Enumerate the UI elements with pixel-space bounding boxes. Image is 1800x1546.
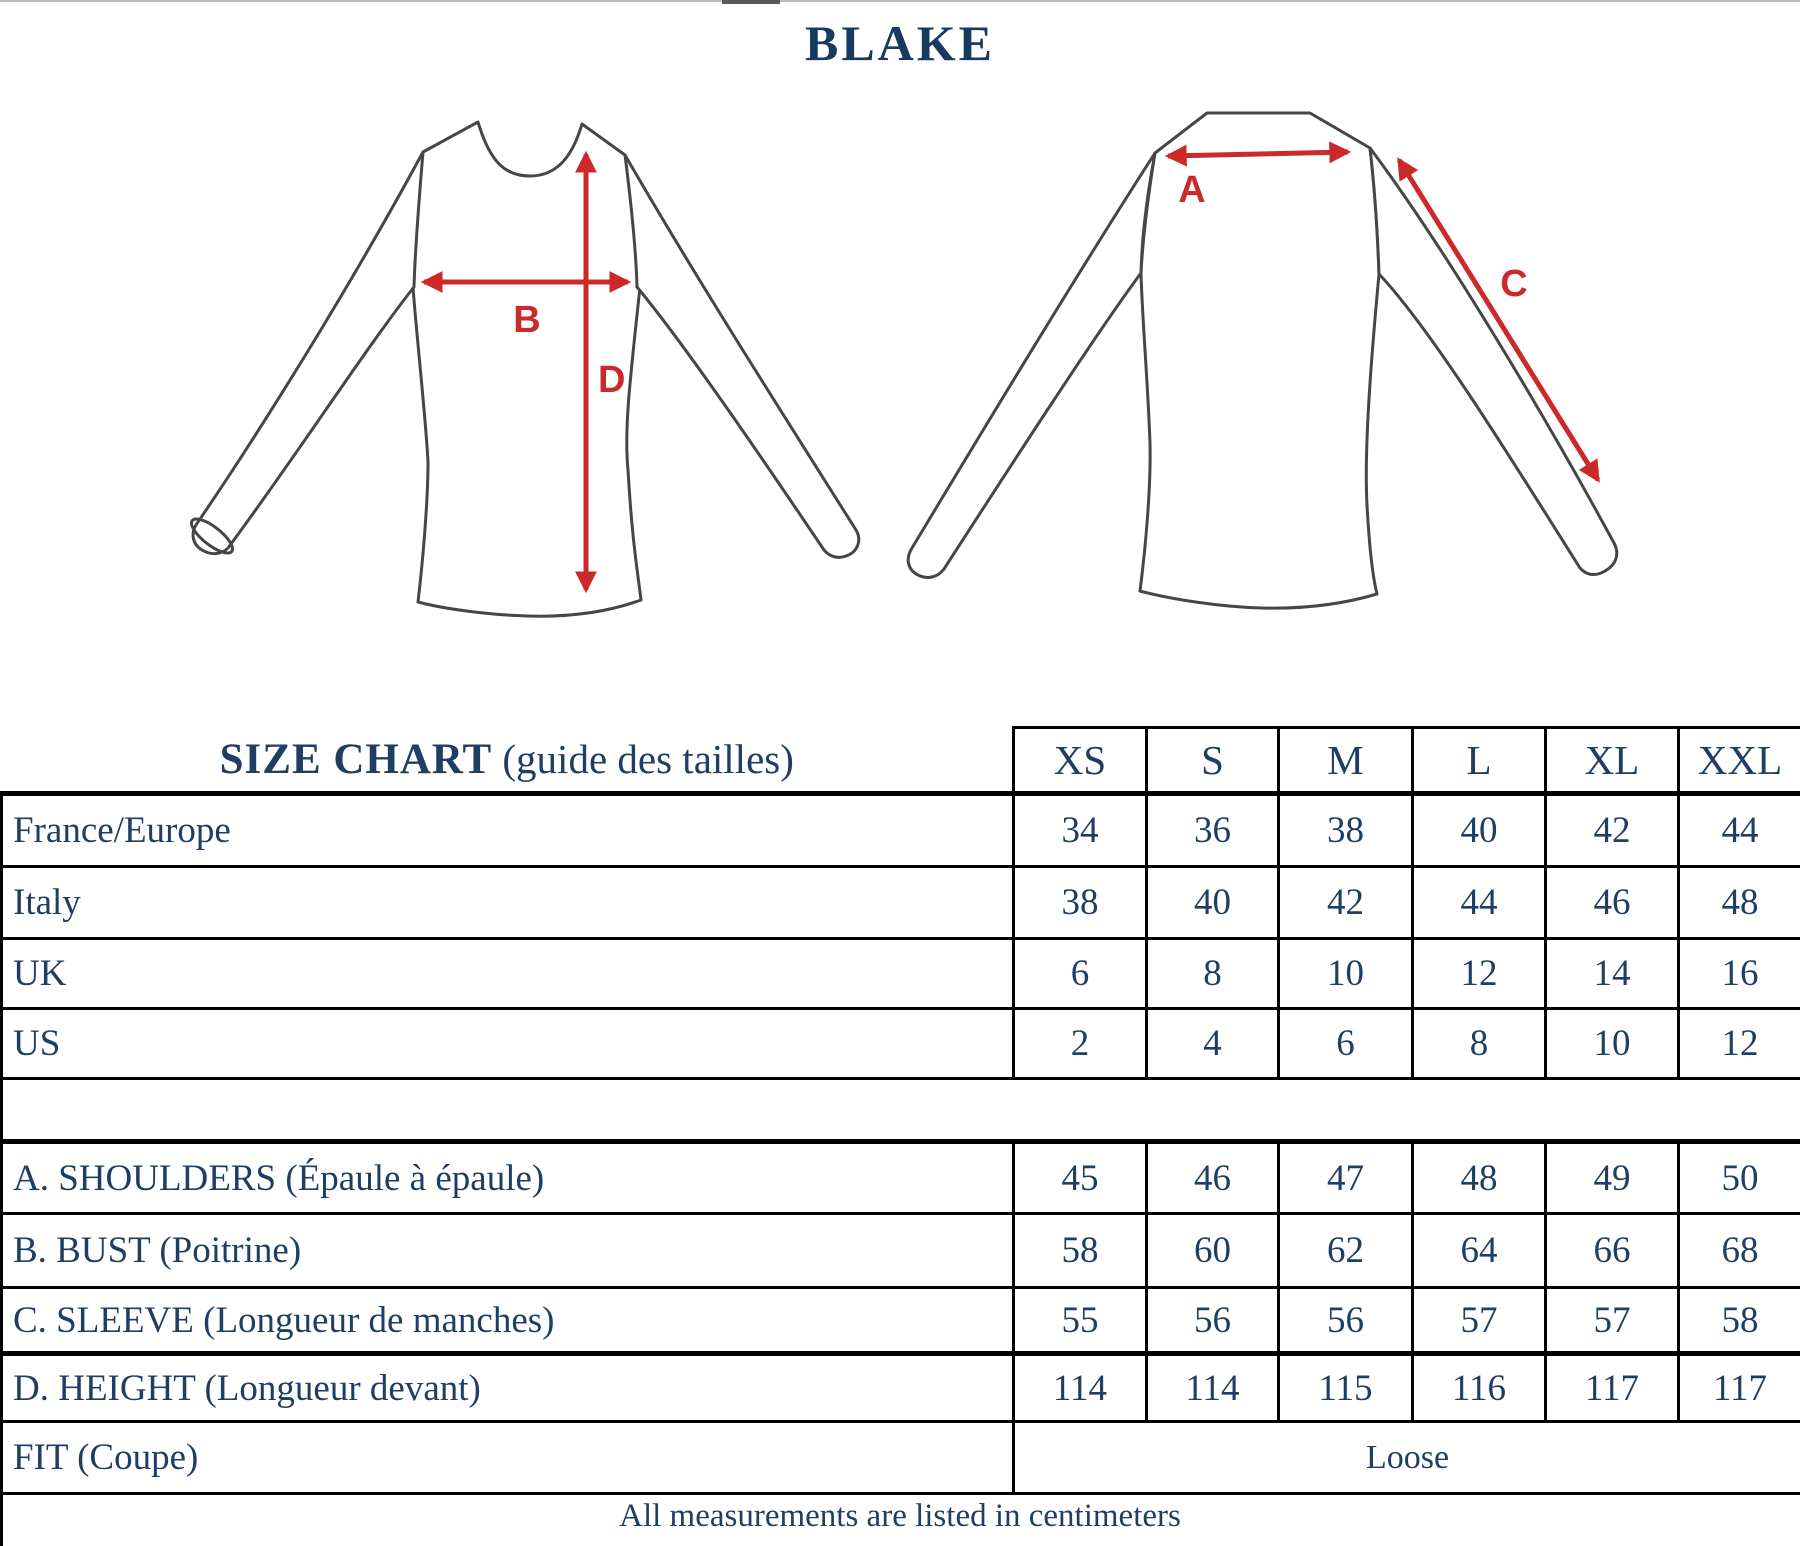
measure-value: 56 [1147,1288,1279,1354]
size-col-header: XXL [1679,728,1800,794]
size-value: 12 [1413,939,1546,1009]
garment-back-view [908,113,1617,608]
measure-value: 57 [1546,1288,1679,1354]
back-body-outline [1140,113,1379,608]
table-row [2,1142,1800,1214]
table-row [2,1354,1800,1422]
fit-row [2,1422,1800,1494]
size-value: 36 [1147,794,1279,867]
measure-value: 115 [1279,1354,1413,1422]
size-value: 12 [1679,1009,1800,1079]
height-arrow-label: D [598,359,626,401]
measure-value: 55 [1014,1288,1147,1354]
measure-value: 46 [1147,1142,1279,1214]
bust-arrow-label: B [513,299,541,341]
size-chart-heading [2,728,1014,794]
row-label: France/Europe [2,794,1014,867]
table-row [2,1009,1800,1079]
size-value: 34 [1014,794,1147,867]
measure-value: 62 [1279,1214,1413,1288]
measurements-footnote: All measurements are listed in centimeters [619,1498,1181,1534]
row-label: D. HEIGHT (Longueur devant) [2,1354,1014,1422]
measure-value: 49 [1546,1142,1679,1214]
measure-value: 57 [1413,1288,1546,1354]
measure-value: 66 [1546,1214,1679,1288]
measure-value: 117 [1679,1354,1800,1422]
spacer-row [2,1079,1800,1142]
row-label: FIT (Coupe) [2,1422,1014,1494]
size-chart-heading-main: SIZE CHART [219,735,493,783]
measure-value: 114 [1147,1354,1279,1422]
measure-value: 50 [1679,1142,1800,1214]
size-value: 42 [1279,867,1413,939]
measure-value: 114 [1014,1354,1147,1422]
size-value: 8 [1413,1009,1546,1079]
fit-value: Loose [1014,1422,1800,1494]
measure-value: 48 [1413,1142,1546,1214]
size-value: 6 [1279,1009,1413,1079]
garment-front-view [187,122,859,616]
row-label: US [2,1009,1014,1079]
spacer-cell [2,1079,1800,1142]
size-value: 38 [1279,794,1413,867]
front-right-sleeve [625,155,859,557]
measure-value: 45 [1014,1142,1147,1214]
shoulders-arrow-label: A [1178,169,1206,211]
size-value: 48 [1679,867,1800,939]
size-header-row [2,728,1800,794]
size-col-header: XL [1546,728,1679,794]
size-chart-table [0,726,1800,1495]
measure-value: 58 [1679,1288,1800,1354]
size-col-header: XS [1014,728,1147,794]
measure-value: 116 [1413,1354,1546,1422]
size-value: 8 [1147,939,1279,1009]
table-row [2,1214,1800,1288]
sleeve-arrow-label: C [1500,263,1528,305]
row-label: UK [2,939,1014,1009]
size-value: 10 [1279,939,1413,1009]
page-title: BLAKE [804,15,996,71]
size-value: 2 [1014,1009,1147,1079]
size-col-header: M [1279,728,1413,794]
back-left-sleeve [908,153,1155,577]
front-left-sleeve [193,152,423,554]
back-right-sleeve [1370,148,1617,575]
size-value: 38 [1014,867,1147,939]
measure-value: 56 [1279,1288,1413,1354]
size-value: 46 [1546,867,1679,939]
measure-value: 68 [1679,1214,1800,1288]
measure-value: 47 [1279,1142,1413,1214]
row-label: C. SLEEVE (Longueur de manches) [2,1288,1014,1354]
size-value: 4 [1147,1009,1279,1079]
table-row [2,794,1800,867]
measure-value: 60 [1147,1214,1279,1288]
size-value: 40 [1147,867,1279,939]
table-row [2,1288,1800,1354]
measure-value: 117 [1546,1354,1679,1422]
size-value: 6 [1014,939,1147,1009]
size-value: 14 [1546,939,1679,1009]
garment-measurement-diagram [0,0,1800,730]
size-value: 44 [1413,867,1546,939]
table-row [2,867,1800,939]
size-value: 40 [1413,794,1546,867]
size-value: 16 [1679,939,1800,1009]
size-value: 42 [1546,794,1679,867]
size-col-header: S [1147,728,1279,794]
row-label: Italy [2,867,1014,939]
size-chart-heading-note: (guide des tailles) [502,735,794,782]
row-label: B. BUST (Poitrine) [2,1214,1014,1288]
row-label: A. SHOULDERS (Épaule à épaule) [2,1142,1014,1214]
measure-value: 64 [1413,1214,1546,1288]
table-row [2,939,1800,1009]
size-value: 10 [1546,1009,1679,1079]
size-value: 44 [1679,794,1800,867]
measure-value: 58 [1014,1214,1147,1288]
size-col-header: L [1413,728,1546,794]
